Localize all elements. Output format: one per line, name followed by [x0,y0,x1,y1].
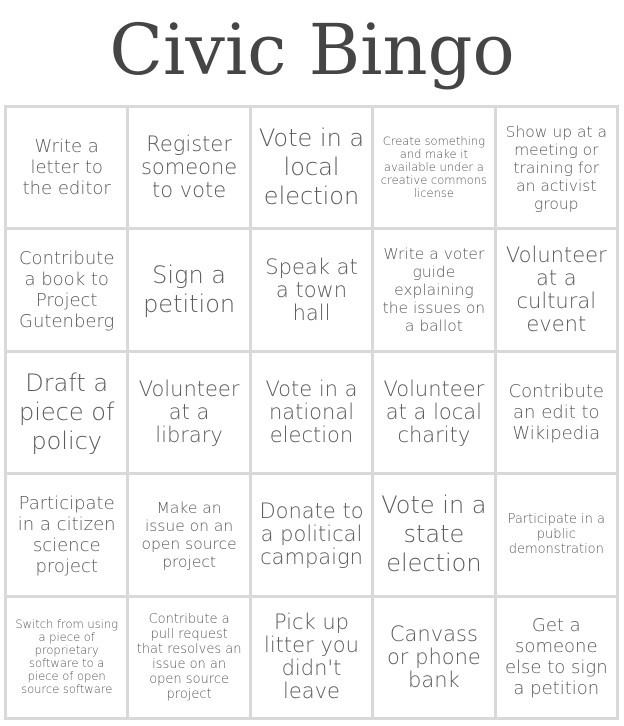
bingo-cell-label: Sign a petition [143,261,236,319]
page-title: Civic Bingo [109,9,515,91]
bingo-cell[interactable] [374,475,493,594]
bingo-cell[interactable] [374,598,493,717]
bingo-cell-label: Contribute a book to Project Gutenberg [18,248,115,333]
bingo-cell[interactable] [497,475,616,594]
bingo-cell-label: Donate to a political campaign [259,499,364,570]
bingo-cell-label: Volunteer at a cultural event [505,243,607,337]
bingo-cell-label: Speak at a town hall [265,254,358,325]
bingo-cell[interactable] [252,353,371,472]
bingo-cell-label: Vote in a local election [258,124,365,211]
bingo-cell[interactable] [374,108,493,227]
bingo-cell[interactable] [497,598,616,717]
bingo-cell-label: Vote in a state election [381,491,487,578]
bingo-cell[interactable] [252,475,371,594]
bingo-cell-label: Switch from using a piece of proprietary software to a piece of open source software [15,617,119,697]
bingo-cell-label: Create something and make it available under a creative commons license [380,134,488,201]
bingo-cell[interactable] [7,353,126,472]
bingo-cell-label: Volunteer at a library [138,376,240,447]
bingo-cell-label: Pick up litter you didn't leave [264,610,359,704]
bingo-cell-label: Contribute an edit to Wikipedia [508,380,604,444]
bingo-cell-label: Vote in a national election [265,376,358,447]
bingo-cell[interactable] [129,475,248,594]
bingo-cell[interactable] [129,108,248,227]
bingo-cell-label: Register someone to vote [140,132,238,203]
bingo-cell[interactable] [7,108,126,227]
bingo-board [4,105,619,720]
bingo-cell[interactable] [252,598,371,717]
bingo-cell-label: Canvass or phone bank [386,621,481,692]
bingo-cell[interactable] [374,353,493,472]
bingo-cell-label: Show up at a meeting or training for an activist group [505,122,607,213]
bingo-cell-label: Get a someone else to sign a petition [504,615,608,700]
bingo-cell[interactable] [374,230,493,349]
bingo-cell[interactable] [7,475,126,594]
bingo-cell[interactable] [7,230,126,349]
bingo-cell-label: Make an issue on an open source project [141,498,237,571]
bingo-cell[interactable] [497,230,616,349]
bingo-cell[interactable] [497,108,616,227]
bingo-cell-label: Write a letter to the editor [22,136,111,200]
bingo-cell-label: Contribute a pull request that resolves an issue on an open source project [136,612,242,703]
bingo-cell-label: Volunteer at a local charity [383,376,485,447]
bingo-cell-label: Participate in a citizen science project [17,492,116,577]
bingo-cell[interactable] [129,598,248,717]
bingo-cell-label: Draft a piece of policy [19,368,115,455]
bingo-cell[interactable] [129,230,248,349]
bingo-cell-label: Write a voter guide explaining the issues on a ballot [382,245,486,336]
bingo-cell[interactable] [497,353,616,472]
bingo-cell-label: Participate in a public demonstration [507,512,606,558]
bingo-cell[interactable] [252,108,371,227]
bingo-cell[interactable] [129,353,248,472]
bingo-cell[interactable] [252,230,371,349]
bingo-cell[interactable] [7,598,126,717]
